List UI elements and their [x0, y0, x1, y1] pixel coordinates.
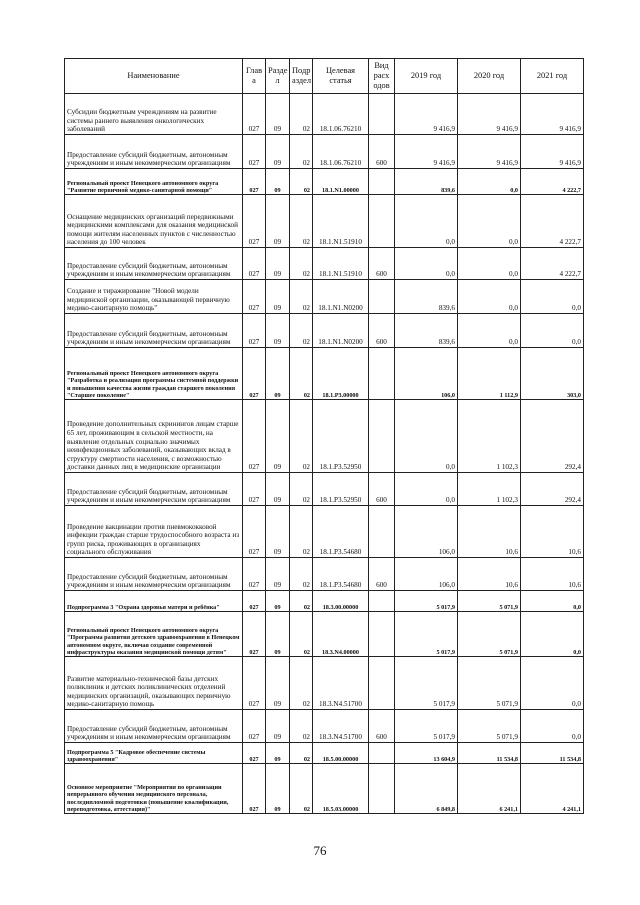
row-razdel: 09 — [266, 94, 290, 135]
page-number: 76 — [313, 843, 327, 858]
row-statya: 18.3.N4.00000 — [313, 612, 369, 657]
row-podrazdel: 02 — [290, 248, 313, 280]
row-name: Создание и тиражирование "Новой модели медицинской организации, оказывающей первичную медико-санитарную помощь" — [65, 280, 243, 314]
row-2019: 9 416,9 — [395, 135, 458, 169]
table-row — [65, 400, 584, 473]
row-razdel: 09 — [266, 400, 290, 473]
row-podrazdel: 02 — [290, 743, 313, 764]
row-2020: 10,6 — [458, 506, 521, 558]
row-2020: 1 112,9 — [458, 348, 521, 400]
row-podrazdel: 02 — [290, 591, 313, 612]
row-podrazdel: 02 — [290, 135, 313, 169]
row-vid — [369, 764, 395, 814]
row-statya: 18.1.P3.00000 — [313, 348, 369, 400]
row-2019: 0,0 — [395, 248, 458, 280]
row-glava: 027 — [243, 710, 266, 743]
row-podrazdel: 02 — [290, 94, 313, 135]
row-2020: 0,0 — [458, 248, 521, 280]
row-2020: 5 071,9 — [458, 657, 521, 710]
table-row — [65, 612, 584, 657]
row-2020: 0,0 — [458, 280, 521, 314]
row-vid — [369, 657, 395, 710]
row-statya: 18.5.03.00000 — [313, 764, 369, 814]
row-2021: 4 241,1 — [521, 764, 584, 814]
row-2019: 839,6 — [395, 280, 458, 314]
table-row — [65, 710, 584, 743]
row-vid — [369, 169, 395, 195]
row-2019: 839,6 — [395, 169, 458, 195]
row-2020: 10,6 — [458, 558, 521, 591]
header-2021: 2021 год — [521, 59, 584, 94]
row-2021: 0,0 — [521, 710, 584, 743]
row-name: Предоставление субсидий бюджетным, автономным учреждениям и иным некоммерческим организациям — [65, 314, 243, 348]
row-vid: 600 — [369, 558, 395, 591]
row-2021: 0,0 — [521, 314, 584, 348]
row-razdel: 09 — [266, 506, 290, 558]
row-vid — [369, 506, 395, 558]
row-name: Региональный проект Ненецкого автономного округа "Развитие первичной медико-санитарной помощи" — [65, 169, 243, 195]
row-razdel: 09 — [266, 743, 290, 764]
budget-table — [64, 58, 584, 814]
header-podrazdel: Подр аздел — [290, 59, 313, 94]
row-2019: 13 604,9 — [395, 743, 458, 764]
table-row — [65, 506, 584, 558]
row-glava: 027 — [243, 195, 266, 248]
row-glava: 027 — [243, 473, 266, 506]
table-row — [65, 248, 584, 280]
row-2021: 303,0 — [521, 348, 584, 400]
row-podrazdel: 02 — [290, 506, 313, 558]
row-name: Проведение вакцинации против пневмококковой инфекции граждан старше трудоспособного возраста из групп риска, проживающих в организациях социального обслуживания — [65, 506, 243, 558]
row-vid: 600 — [369, 710, 395, 743]
row-2021: 4 222,7 — [521, 248, 584, 280]
row-razdel: 09 — [266, 612, 290, 657]
row-name: Проведение дополнительных скринингов лицам старше 65 лет, проживающим в сельской местности, на выявление отдельных социально значимых неинфекционных заболеваний, оказывающих вклад в структуру смертности населения, с возможностью доставки данных лиц в медицинские организации — [65, 400, 243, 473]
row-2020: 9 416,9 — [458, 135, 521, 169]
row-2019: 106,0 — [395, 506, 458, 558]
row-vid: 600 — [369, 135, 395, 169]
row-statya: 18.1.N1.51910 — [313, 248, 369, 280]
row-glava: 027 — [243, 743, 266, 764]
row-statya: 18.5.00.00000 — [313, 743, 369, 764]
row-razdel: 09 — [266, 195, 290, 248]
row-2021: 4 222,7 — [521, 195, 584, 248]
row-glava: 027 — [243, 612, 266, 657]
row-name: Развитие материально-технической базы детских поликлиник и детских поликлинических отделений медицинских организаций, оказывающих первичную медико-санитарную помощь — [65, 657, 243, 710]
row-2019: 9 416,9 — [395, 94, 458, 135]
row-2019: 5 017,9 — [395, 591, 458, 612]
row-2021: 9 416,9 — [521, 94, 584, 135]
row-razdel: 09 — [266, 710, 290, 743]
row-name: Предоставление субсидий бюджетным, автономным учреждениям и иным некоммерческим организациям — [65, 558, 243, 591]
table-header-row — [65, 59, 584, 94]
row-2019: 839,6 — [395, 314, 458, 348]
row-glava: 027 — [243, 657, 266, 710]
row-name: Предоставление субсидий бюджетным, автономным учреждениям и иным некоммерческим организациям — [65, 248, 243, 280]
row-statya: 18.1.N1.00000 — [313, 169, 369, 195]
row-2019: 0,0 — [395, 473, 458, 506]
row-2021: 9 416,9 — [521, 135, 584, 169]
row-name: Оснащение медицинских организаций передвижными медицинскими комплексами для оказания медицинской помощи жителям населенных пунктов с численностью населения до 100 человек — [65, 195, 243, 248]
row-name: Подпрограмма 5 "Кадровое обеспечение системы здравоохранения" — [65, 743, 243, 764]
row-name: Региональный проект Ненецкого автономного округа "Разработка и реализация программы системной поддержки и повышения качества жизни граждан старшего поколения "Старшее поколение" — [65, 348, 243, 400]
row-razdel: 09 — [266, 280, 290, 314]
row-statya: 18.1.P3.52950 — [313, 473, 369, 506]
row-glava: 027 — [243, 764, 266, 814]
table-row — [65, 280, 584, 314]
row-vid: 600 — [369, 248, 395, 280]
row-podrazdel: 02 — [290, 280, 313, 314]
table-row — [65, 169, 584, 195]
row-podrazdel: 02 — [290, 764, 313, 814]
table-row — [65, 743, 584, 764]
row-podrazdel: 02 — [290, 195, 313, 248]
table-row — [65, 348, 584, 400]
row-2021: 0,0 — [521, 657, 584, 710]
table-row — [65, 764, 584, 814]
row-razdel: 09 — [266, 764, 290, 814]
row-2019: 5 017,9 — [395, 657, 458, 710]
row-2019: 0,0 — [395, 195, 458, 248]
row-2020: 0,0 — [458, 314, 521, 348]
row-name: Основное мероприятие "Мероприятия по организации непрерывного обучения медицинского персонала, последипломной подготовки (повышение квалификации, переподготовка, аттестация)" — [65, 764, 243, 814]
row-podrazdel: 02 — [290, 558, 313, 591]
header-2019: 2019 год — [395, 59, 458, 94]
row-razdel: 09 — [266, 558, 290, 591]
row-2020: 0,0 — [458, 195, 521, 248]
row-2019: 106,0 — [395, 348, 458, 400]
table-row — [65, 558, 584, 591]
row-razdel: 09 — [266, 314, 290, 348]
row-2021: 292,4 — [521, 473, 584, 506]
row-glava: 027 — [243, 248, 266, 280]
row-statya: 18.1.P3.52950 — [313, 400, 369, 473]
row-2020: 5 071,9 — [458, 591, 521, 612]
row-2021: 11 534,8 — [521, 743, 584, 764]
row-vid — [369, 743, 395, 764]
row-2021: 10,6 — [521, 558, 584, 591]
row-glava: 027 — [243, 135, 266, 169]
header-glava: Глав а — [243, 59, 266, 94]
row-2019: 6 849,8 — [395, 764, 458, 814]
row-razdel: 09 — [266, 591, 290, 612]
table-row — [65, 135, 584, 169]
table-row — [65, 657, 584, 710]
row-vid — [369, 348, 395, 400]
row-2021: 10,6 — [521, 506, 584, 558]
row-statya: 18.1.06.76210 — [313, 94, 369, 135]
header-2020: 2020 год — [458, 59, 521, 94]
row-statya: 18.1.P3.54680 — [313, 506, 369, 558]
row-podrazdel: 02 — [290, 612, 313, 657]
row-2021: 4 222,7 — [521, 169, 584, 195]
row-statya: 18.3.00.00000 — [313, 591, 369, 612]
row-podrazdel: 02 — [290, 657, 313, 710]
row-podrazdel: 02 — [290, 710, 313, 743]
row-glava: 027 — [243, 558, 266, 591]
header-statya: Целевая статья — [313, 59, 369, 94]
row-glava: 027 — [243, 280, 266, 314]
table-row — [65, 94, 584, 135]
row-2020: 5 071,9 — [458, 710, 521, 743]
row-podrazdel: 02 — [290, 169, 313, 195]
row-statya: 18.1.N1.51910 — [313, 195, 369, 248]
row-razdel: 09 — [266, 169, 290, 195]
row-glava: 027 — [243, 94, 266, 135]
row-2019: 0,0 — [395, 400, 458, 473]
row-razdel: 09 — [266, 135, 290, 169]
row-podrazdel: 02 — [290, 348, 313, 400]
row-vid — [369, 280, 395, 314]
row-glava: 027 — [243, 314, 266, 348]
row-razdel: 09 — [266, 248, 290, 280]
row-2020: 5 071,9 — [458, 612, 521, 657]
row-statya: 18.1.06.76210 — [313, 135, 369, 169]
row-vid — [369, 591, 395, 612]
row-vid — [369, 400, 395, 473]
row-2019: 106,0 — [395, 558, 458, 591]
row-name: Региональный проект Ненецкого автономного округа "Программа развития детского здравоохранения в Ненецком автономном округе, включая создание современной инфраструктуры оказания медицинской помощи детям" — [65, 612, 243, 657]
row-2021: 0,0 — [521, 280, 584, 314]
row-glava: 027 — [243, 506, 266, 558]
row-statya: 18.3.N4.51700 — [313, 710, 369, 743]
row-2019: 5 017,9 — [395, 612, 458, 657]
row-2020: 0,0 — [458, 169, 521, 195]
row-podrazdel: 02 — [290, 473, 313, 506]
row-2020: 9 416,9 — [458, 94, 521, 135]
row-glava: 027 — [243, 169, 266, 195]
row-podrazdel: 02 — [290, 400, 313, 473]
row-razdel: 09 — [266, 473, 290, 506]
row-vid — [369, 612, 395, 657]
header-razdel: Разде л — [266, 59, 290, 94]
row-vid — [369, 195, 395, 248]
row-name: Предоставление субсидий бюджетным, автономным учреждениям и иным некоммерческим организациям — [65, 710, 243, 743]
table-row — [65, 473, 584, 506]
row-name: Подпрограмма 3 "Охрана здоровья матери и ребёнка" — [65, 591, 243, 612]
table-row — [65, 314, 584, 348]
header-vid: Вид расх одов — [369, 59, 395, 94]
row-glava: 027 — [243, 591, 266, 612]
row-2020: 1 102,3 — [458, 400, 521, 473]
row-name: Субсидии бюджетным учреждениям на развитие системы раннего выявления онкологических заболеваний — [65, 94, 243, 135]
row-vid — [369, 94, 395, 135]
row-statya: 18.1.N1.N0200 — [313, 280, 369, 314]
row-statya: 18.1.P3.54680 — [313, 558, 369, 591]
table-row — [65, 591, 584, 612]
row-vid: 600 — [369, 314, 395, 348]
row-2020: 11 534,8 — [458, 743, 521, 764]
row-razdel: 09 — [266, 348, 290, 400]
row-2019: 5 017,9 — [395, 710, 458, 743]
table-row — [65, 195, 584, 248]
row-2021: 0,0 — [521, 591, 584, 612]
header-name: Наименование — [65, 59, 243, 94]
row-2021: 292,4 — [521, 400, 584, 473]
row-statya: 18.3.N4.51700 — [313, 657, 369, 710]
row-2020: 1 102,3 — [458, 473, 521, 506]
row-glava: 027 — [243, 400, 266, 473]
row-vid: 600 — [369, 473, 395, 506]
row-statya: 18.1.N1.N0200 — [313, 314, 369, 348]
row-name: Предоставление субсидий бюджетным, автономным учреждениям и иным некоммерческим организациям — [65, 473, 243, 506]
row-glava: 027 — [243, 348, 266, 400]
row-razdel: 09 — [266, 657, 290, 710]
row-podrazdel: 02 — [290, 314, 313, 348]
row-name: Предоставление субсидий бюджетным, автономным учреждениям и иным некоммерческим организациям — [65, 135, 243, 169]
row-2020: 6 241,1 — [458, 764, 521, 814]
row-2021: 0,0 — [521, 612, 584, 657]
